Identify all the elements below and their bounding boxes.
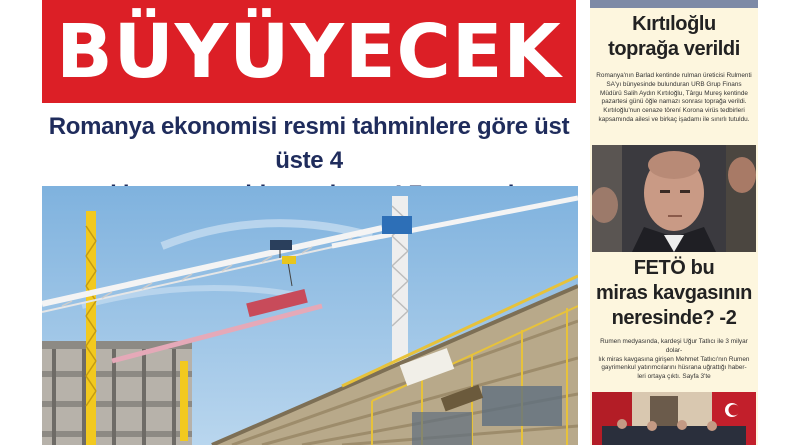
- story-2-headline-line-2: miras kavgasının: [596, 282, 752, 304]
- right-margin: [760, 0, 800, 445]
- small-yellow-crane: [180, 361, 188, 441]
- story-2-headline-line-1: FETÖ bu: [633, 257, 715, 279]
- construction-cranes-photo: [42, 186, 578, 445]
- ceremony-photo: [592, 392, 756, 445]
- construction-photo-illustration: [42, 186, 578, 445]
- top-photo-strip: [590, 0, 758, 8]
- story-1-body-line: Müdürü Salih Aydın Kırtıloğlu, Târgu Mureş kentinde: [600, 89, 748, 97]
- story-1-body-line: Romanya'nın Barlad kentinde rulman üreticisi Rulmenti: [596, 72, 752, 79]
- story-2-headline-line-3: neresinde? -2: [611, 307, 737, 329]
- story-1-headline-line-1: Kırtıloğlu: [632, 13, 716, 35]
- story-2-body-line: Rumen medyasında, kardeşi Uğur Tatlıcı ile 3 milyar dolar-: [600, 338, 748, 354]
- side-column: [590, 0, 758, 445]
- story-1-body-line: Kırtıloğlu'nun cenaze törení Korona virüs tedbirleri: [603, 107, 745, 115]
- portrait-photo: [592, 145, 756, 252]
- left-crane-mast: [86, 211, 96, 445]
- story-2-body-line: leri ortaya çıktı. Sayfa 3'te: [637, 373, 711, 381]
- main-headline-banner: [42, 0, 576, 103]
- story-1-body-line: SA'yı bünyesinde bulunduran URB Grup Finans: [606, 80, 742, 88]
- left-building: [42, 341, 192, 445]
- subheadline-line-1: Romanya ekonomisi resmi tahminlere göre üst üste 4: [48, 113, 570, 174]
- story-1-headline-line-2: toprağa verildi: [608, 38, 740, 60]
- story-2-body-line: gayrimenkul yatırımcılarını hüsrana uğrattığı haber-: [601, 364, 747, 372]
- story-2-headline: [590, 256, 758, 331]
- ceremony-illustration: [592, 392, 756, 445]
- story-1-body: [596, 72, 752, 125]
- story-2-body: [596, 338, 752, 382]
- story-1-headline: [590, 12, 758, 62]
- story-1-body-line: pazartesi günü öğle namazı sonrası toprağa verildi.: [601, 98, 747, 106]
- portrait-illustration: [592, 145, 756, 252]
- story-2-body-line: lık miras kavgasına girişen Mehmet Tatlıcı'nın Rumen: [598, 355, 750, 363]
- story-1-body-line: kapsamında ailesi ve birkaç işadamı ile sınırlı tutuldu.: [598, 115, 750, 123]
- main-headline: BÜYÜYECEK: [56, 9, 562, 95]
